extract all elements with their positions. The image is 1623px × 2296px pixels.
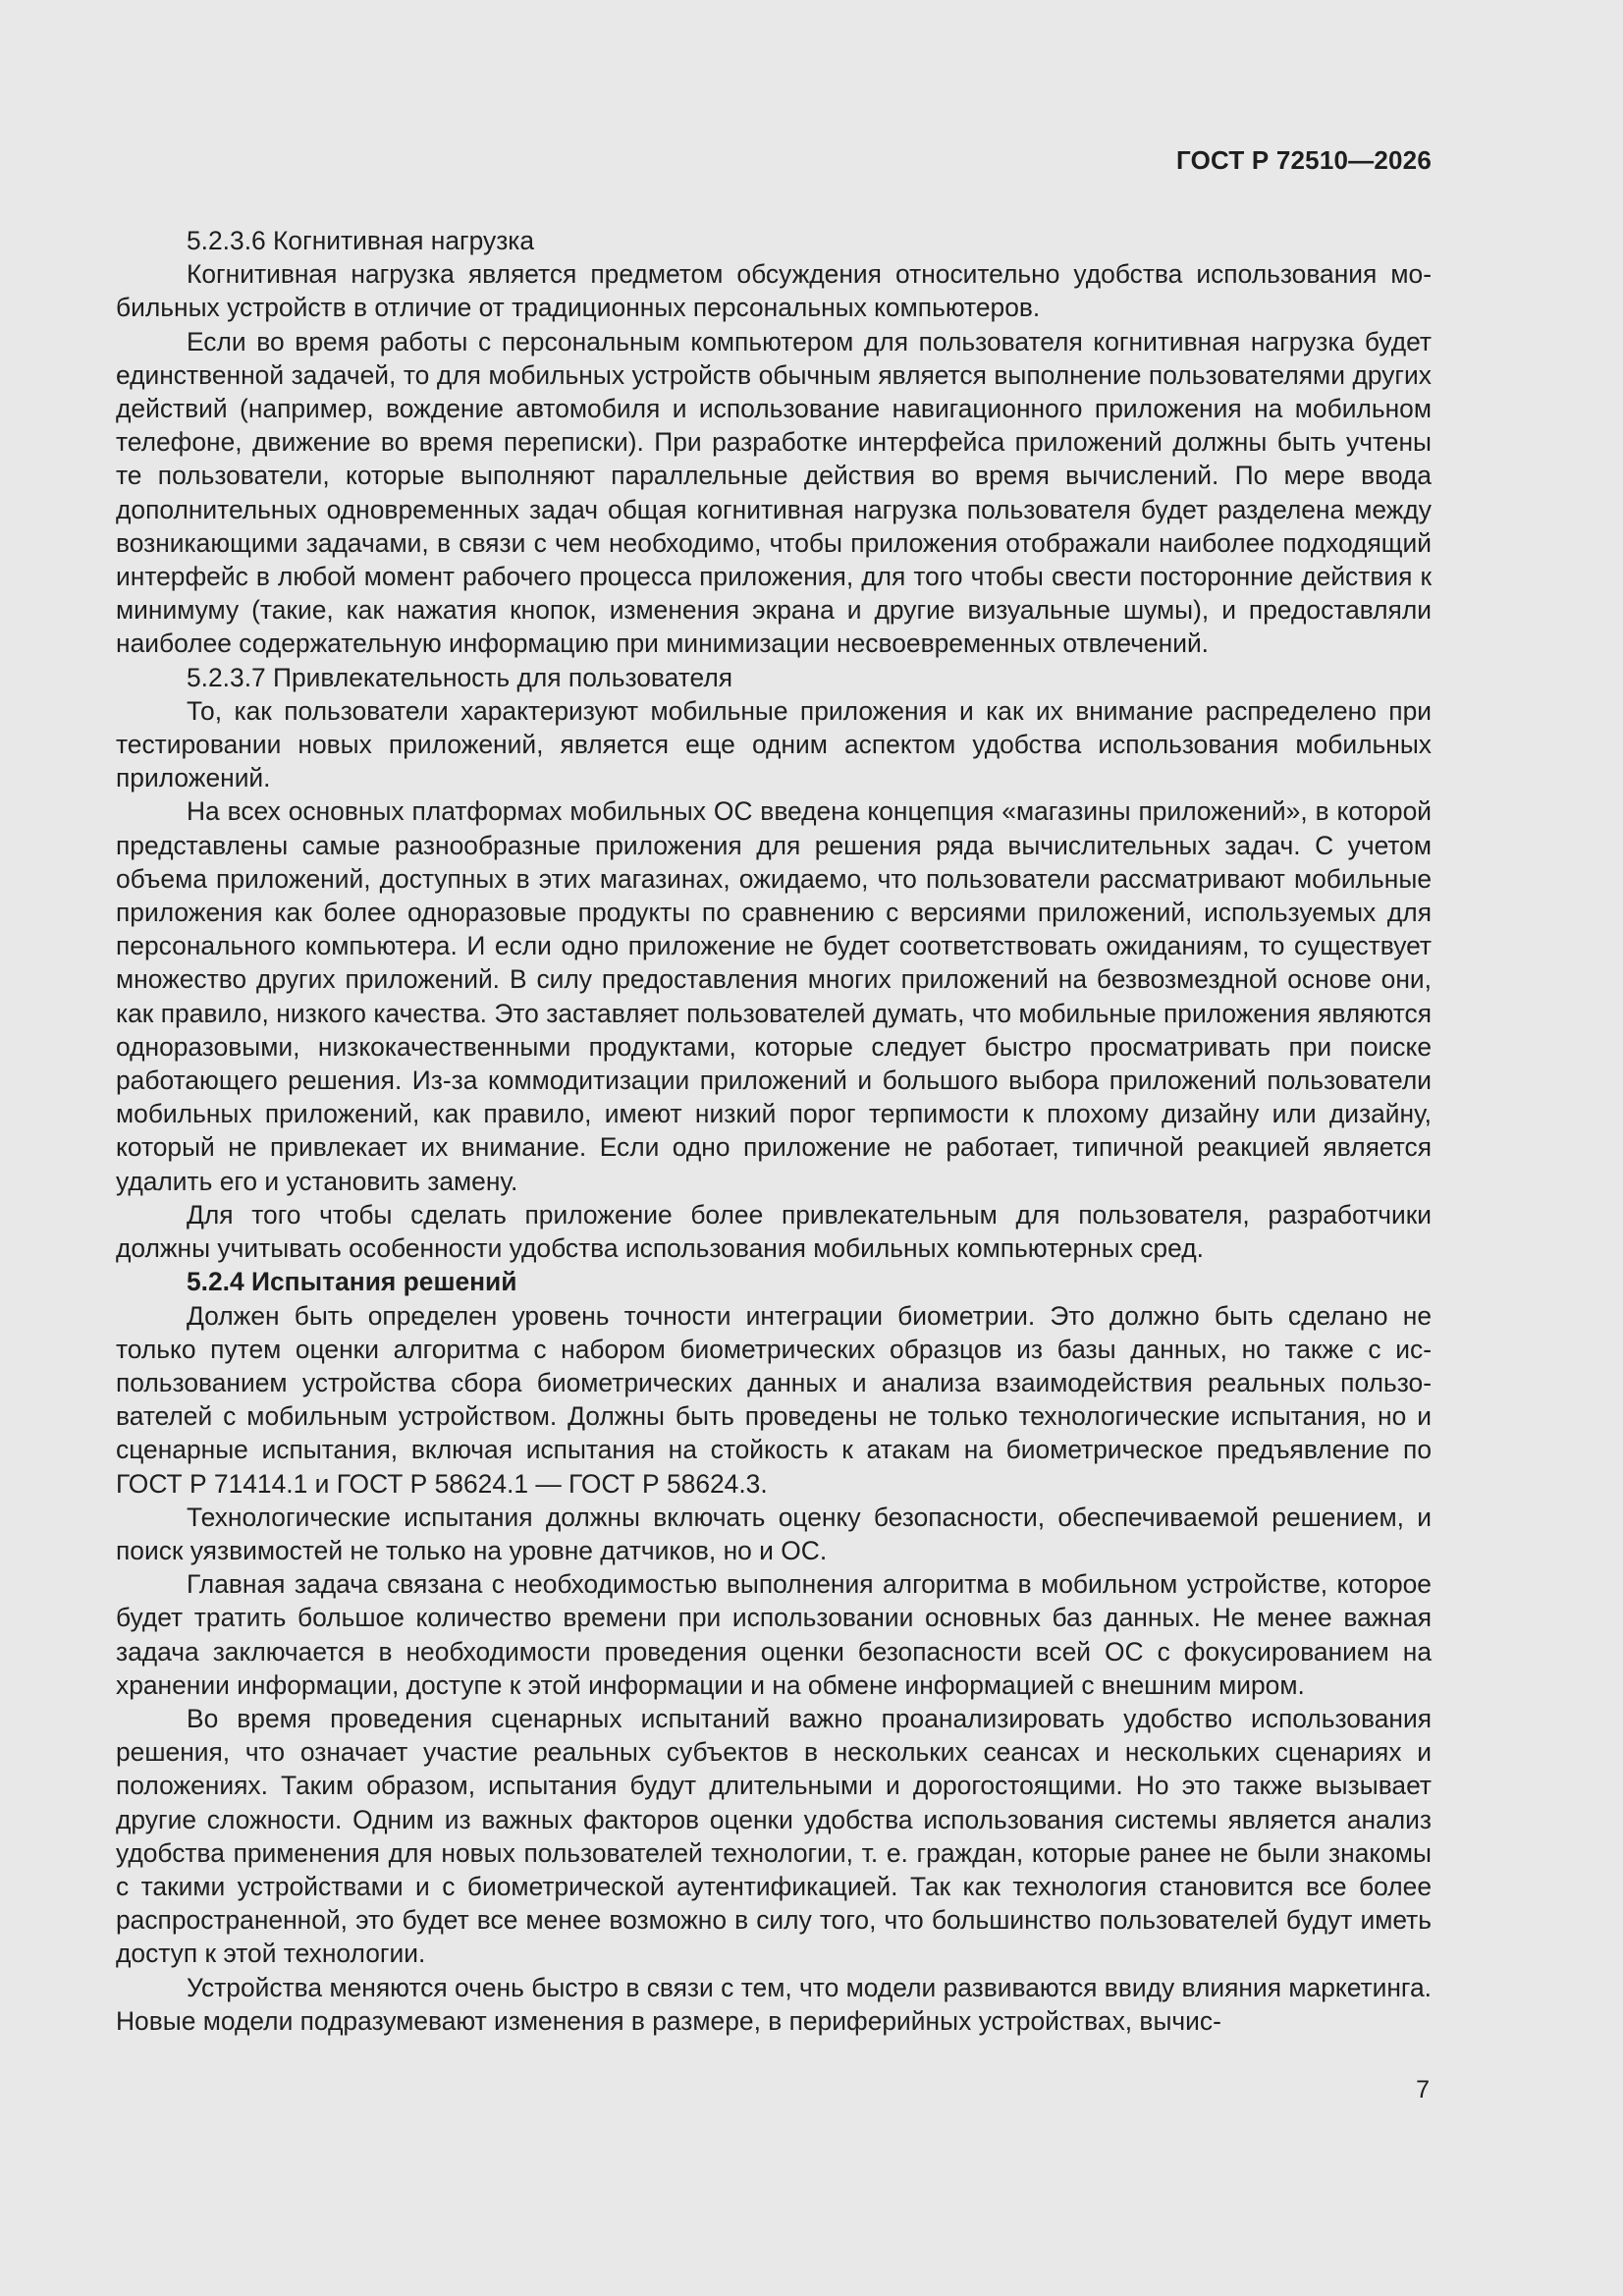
paragraph: Главная задача связана с необходимостью выполнения алгоритма в мобильном устройстве, которое будет тратить большое количество времени при использовании основных баз данных. Не менее важная задача заключается в необходимости проведения оценки безопасности всей ОС с фокусированием на хранении информации, доступе к этой информации и на обмене информацией с внешним миром. bbox=[116, 1569, 1432, 1700]
paragraph: Устройства меняются очень быстро в связи с тем, что модели развиваются ввиду влияния маркетинга. Новые модели подразумевают изменения в размере, в периферийных устройствах, вычис- bbox=[116, 1972, 1432, 2036]
section-heading-5-2-3-6: 5.2.3.6 Когнитивная нагрузка bbox=[187, 226, 535, 255]
document-body bbox=[116, 224, 1432, 2038]
paragraph: Во время проведения сценарных испытаний важно проанализировать удобство использования решения, что означает участие реальных субъектов в нескольких сеансах и нескольких сценариях и положениях. Таким образом, испытания будут длительными и дорогостоящими. Но это также вызывает другие сложности. Одним из важных факторов оценки удобства использования системы является анализ удобства применения для новых пользователей технологии, т. е. граждан, которые ранее не были знакомы с такими устройствами и с биометрической аутентификацией. Так как технология становится все более распространенной, это будет все менее возможно в силу того, что большинство пользователей будут иметь доступ к этой технологии. bbox=[116, 1703, 1432, 1969]
section-heading-5-2-3-7: 5.2.3.7 Привлекательность для пользователя bbox=[187, 662, 733, 692]
document-code-header: ГОСТ Р 72510—2026 bbox=[1176, 145, 1432, 175]
paragraph: То, как пользователи характеризуют мобильные приложения и как их внимание распределено при тестировании новых приложений, является еще одним аспектом удобства использования мобильных приложений. bbox=[116, 695, 1432, 793]
paragraph: Если во время работы с персональным компьютером для пользователя когнитивная нагрузка будет единственной задачей, то для мобильных устройств обычным является выполнение пользователями других действий (например, вождение автомобиля и использование навигационного приложения на мобильном телефоне, движение во время переписки). При разработке интерфейса приложений должны быть учтены те пользователи, которые выполняют параллельные действия во время вычислений. По мере ввода дополнительных одновременных задач общая когнитивная нагрузка пользователя будет разделена между возникающими задачами, в связи с чем необходимо, чтобы приложения отображали наиболее подходящий интерфейс в любой момент рабочего процесса приложения, для того чтобы свести посторонние действия к минимуму (такие, как нажатия кнопок, изменения экрана и другие визуальные шумы), и предоставляли наиболее содержательную информацию при минимизации несвоевременных отвлечений. bbox=[116, 326, 1432, 659]
paragraph: Должен быть определен уровень точности интеграции биометрии. Это должно быть сделано не только путем оценки алгоритма с набором биометрических образцов из базы данных, но также с использованием устройства сбора биометрических данных и анализа взаимодействия реальных пользователей с мобильным устройством. Должны быть проведены не только технологические испытания, но и сценарные испытания, включая испытания на стойкость к атакам на биометрическое предъявление по ГОСТ Р 71414.1 и ГОСТ Р 58624.1 — ГОСТ Р 58624.3. bbox=[116, 1300, 1432, 1499]
paragraph: Когнитивная нагрузка является предметом обсуждения относительно удобства использования мобильных устройств в отличие от традиционных персональных компьютеров. bbox=[116, 259, 1432, 323]
page-number: 7 bbox=[1416, 2076, 1430, 2104]
paragraph: Для того чтобы сделать приложение более привлекательным для пользователя, разработчики должны учитывать особенности удобства использования мобильных компьютерных сред. bbox=[116, 1199, 1432, 1264]
paragraph: Технологические испытания должны включать оценку безопасности, обеспечиваемой решением, и поиск уязвимостей не только на уровне датчиков, но и ОС. bbox=[116, 1502, 1432, 1565]
section-heading-5-2-4: 5.2.4 Испытания решений bbox=[187, 1267, 517, 1297]
paragraph: На всех основных платформах мобильных ОС введена концепция «магазины приложений», в которой представлены самые разнообразные приложения для решения ряда вычислительных задач. С учетом объема приложений, доступных в этих магазинах, ожидаемо, что пользователи рассматривают мобильные приложения как более одноразовые продукты по сравнению с версиями приложений, используемых для персонального компьютера. И если одно приложение не будет соответствовать ожиданиям, то существует множество других приложений. В силу предоставления многих приложений на безвозмездной основе они, как правило, низкого качества. Это заставляет пользователей думать, что мобильные приложения являются одноразовыми, низкокачественными продуктами, которые следует быстро просматривать при поиске работающего решения. Из-за коммодитизации приложений и большого выбора приложений пользователи мобильных приложений, как правило, имеют низкий порог терпимости к плохому дизайну или дизайну, который не привлекает их внимание. Если одно приложение не работает, типичной реакцией является удалить его и установить замену. bbox=[116, 796, 1432, 1196]
